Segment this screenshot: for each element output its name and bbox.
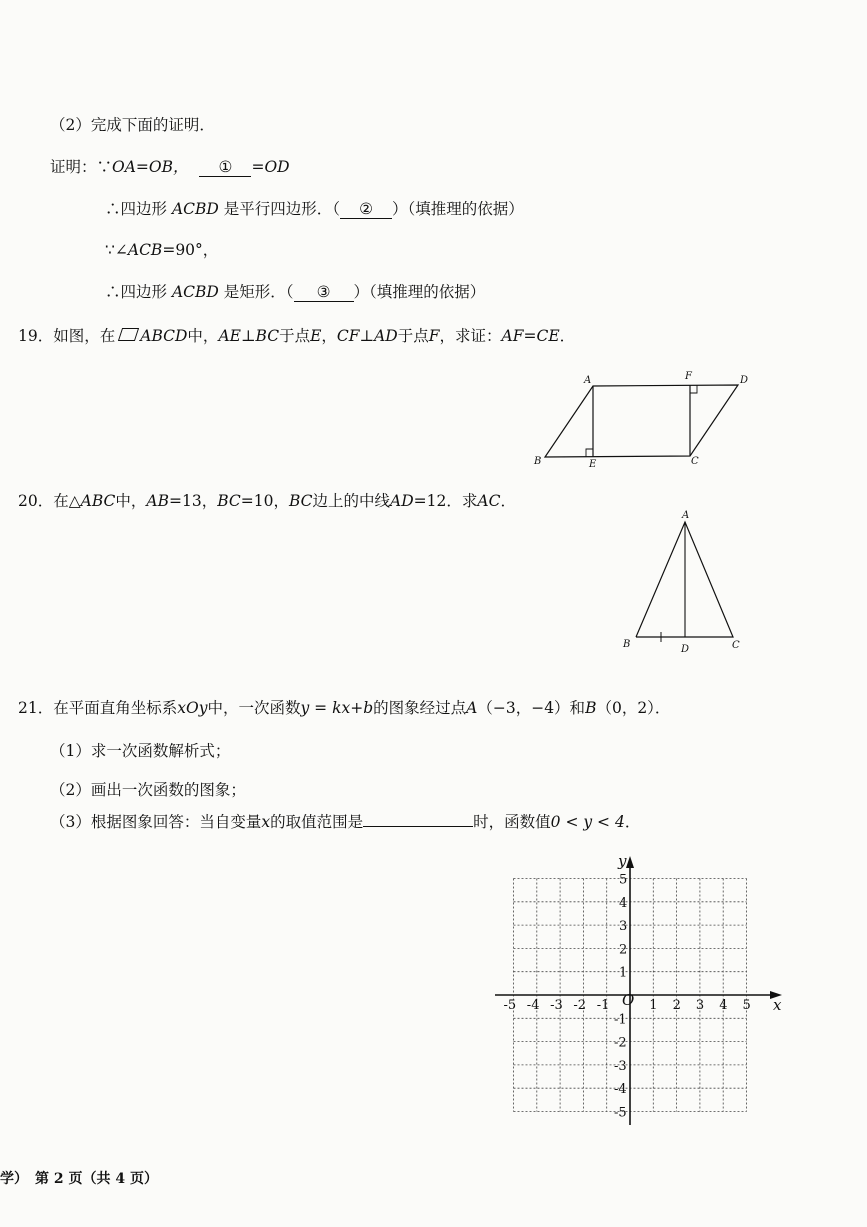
proof-l3-angle: ACB (127, 241, 163, 259)
q21-sub3-part: 的取值范围是 (270, 813, 364, 831)
proof-l4-shape: ACBD (171, 283, 219, 301)
parallelogram-abcd (545, 385, 738, 457)
label-b: B (623, 639, 631, 650)
y-tick-label: 2 (619, 942, 628, 958)
q19-part: 于点 (279, 327, 311, 345)
q20-part: AC (477, 492, 501, 510)
right-angle-f (690, 386, 697, 394)
q21-part: 的图象经过点 (373, 699, 467, 717)
q21-part: 中，一次函数 (207, 699, 301, 717)
axes (495, 856, 782, 1125)
label-b: B (534, 456, 542, 467)
label-c: C (732, 640, 740, 651)
page-footer: 学） 第 2 页（共 4 页） (0, 1171, 158, 1187)
x-tick-label: -3 (550, 998, 563, 1013)
blank-2: ② (340, 200, 392, 219)
q21-part: xOy (177, 699, 208, 717)
q21-sub3-part: （3）根据图象回答：当自变量 (50, 813, 262, 831)
x-tick-label: -5 (503, 998, 517, 1013)
q19-part: 如图，在 (53, 327, 116, 345)
q19-number: 19． (18, 327, 54, 345)
proof-line-4 (105, 280, 485, 302)
q19-part: ． (559, 327, 576, 345)
q20-part: AB (146, 492, 169, 510)
q19-part: 中， (187, 327, 219, 345)
x-tick-label: 4 (719, 998, 728, 1013)
y-tick-label: 3 (619, 919, 628, 935)
q21-part: （0，2）． (596, 699, 671, 717)
q19-shape: ABCD (140, 327, 188, 345)
q21-sub2: （2）画出一次函数的图象； (50, 781, 246, 799)
label-d: D (740, 375, 749, 386)
y-tick-label: -3 (614, 1058, 627, 1074)
label-e: E (589, 459, 597, 470)
proof-l2-text: 四边形 (120, 200, 168, 218)
because-symbol: ∵ (105, 241, 115, 259)
label-c: C (691, 456, 699, 467)
q19-part: CF⊥AD (336, 327, 398, 345)
q19-part: F (428, 327, 440, 345)
blank-3: ③ (294, 283, 354, 302)
coordinate-grid (490, 850, 790, 1130)
triangle-figure (615, 505, 750, 657)
q21-part: （−3，−4）和 (477, 699, 586, 717)
proof-l2-shape: ACBD (171, 200, 219, 218)
y-tick-label: -1 (614, 1012, 627, 1028)
proof-l1-text: OA=OB， (112, 158, 189, 176)
proof-l3-text: ∠ (114, 241, 128, 259)
q21-part: B (585, 699, 597, 717)
q19-text (18, 324, 575, 346)
parallelogram-icon (118, 328, 139, 341)
y-tick-label: 1 (619, 965, 628, 981)
origin-label: O (622, 991, 635, 1009)
q20-number: 20． (18, 492, 54, 510)
label-d: D (681, 644, 690, 655)
therefore-symbol: ∴ (105, 200, 121, 218)
q18-part2-title: （2）完成下面的证明． (50, 116, 215, 134)
q21-part: 在平面直角坐标系 (53, 699, 178, 717)
label-f: F (685, 371, 692, 382)
q20-part: 中， (115, 492, 147, 510)
x-tick-label: 5 (742, 998, 751, 1013)
blank-1: ① (199, 158, 251, 177)
q20-part: 边上的中线 (312, 492, 391, 510)
y-axis-label: y (618, 852, 627, 870)
proof-line-2 (105, 197, 524, 219)
q19-part: AF=CE (501, 327, 560, 345)
q21-part: y = kx+b (300, 699, 374, 717)
label-a: A (682, 510, 690, 521)
q20-part: BC (288, 492, 313, 510)
x-axis-label: x (773, 996, 782, 1014)
y-axis-arrow-icon (626, 856, 634, 868)
q19-part: ，求证： (439, 327, 502, 345)
q20-part: ． (500, 492, 516, 510)
q20-part: =10， (240, 492, 289, 510)
q21-sub1: （1）求一次函数解析式； (50, 742, 231, 760)
q21-sub3 (50, 810, 640, 832)
proof-line-1 (50, 155, 290, 177)
proof-l1-tail: =OD (251, 158, 290, 176)
proof-l4-mid: 是矩形．（ (223, 283, 294, 301)
proof-l3-tail: =90°， (162, 241, 219, 259)
proof-l4-text: 四边形 (120, 283, 168, 301)
y-tick-label: 5 (619, 872, 628, 888)
q20-part: AD (390, 492, 414, 510)
q20-part: ABC (80, 492, 116, 510)
answer-blank (363, 826, 473, 827)
x-tick-label: 3 (695, 998, 705, 1013)
x-tick-label: 2 (672, 998, 681, 1013)
label-a: A (584, 375, 592, 386)
y-tick-label: 4 (619, 895, 628, 911)
right-angle-e (586, 449, 593, 457)
y-tick-label: -2 (614, 1035, 627, 1051)
because-symbol: ∵ (96, 158, 113, 176)
q20-part: 在△ (53, 492, 81, 510)
q21-sub3-part: ． (624, 813, 641, 831)
proof-l2-mid: 是平行四边形．（ (223, 200, 341, 218)
therefore-symbol: ∴ (105, 283, 121, 301)
q19-part: 于点 (397, 327, 429, 345)
y-tick-label: -4 (614, 1082, 627, 1098)
proof-prefix: 证明： (50, 158, 97, 176)
proof-l4-tail: ）（填推理的依据） (353, 283, 486, 301)
parallelogram-figure (530, 368, 760, 473)
q20-text (18, 489, 516, 511)
y-tick-label: -5 (614, 1105, 627, 1121)
q21-sub3-part: 0 < y < 4 (550, 813, 625, 831)
q21-sub3-part: 时，函数值 (473, 813, 551, 831)
q20-part: =12．求 (413, 492, 478, 510)
proof-l2-tail: ）（填推理的依据） (392, 200, 524, 218)
q20-part: =13， (169, 492, 218, 510)
q21-part: A (466, 699, 478, 717)
x-tick-label: -2 (573, 998, 587, 1013)
q19-part: ， (321, 327, 337, 345)
proof-line-3 (105, 238, 218, 260)
x-tick-label: -4 (526, 998, 540, 1013)
q21-number: 21． (18, 699, 54, 717)
x-tick-label: 1 (649, 998, 658, 1013)
q21-sub3-part: x (261, 813, 271, 831)
x-tick-label: -1 (596, 998, 610, 1013)
q20-part: BC (217, 492, 241, 510)
q21-text (18, 696, 670, 718)
q19-part: E (310, 327, 322, 345)
q19-part: AE⊥BC (218, 327, 280, 345)
